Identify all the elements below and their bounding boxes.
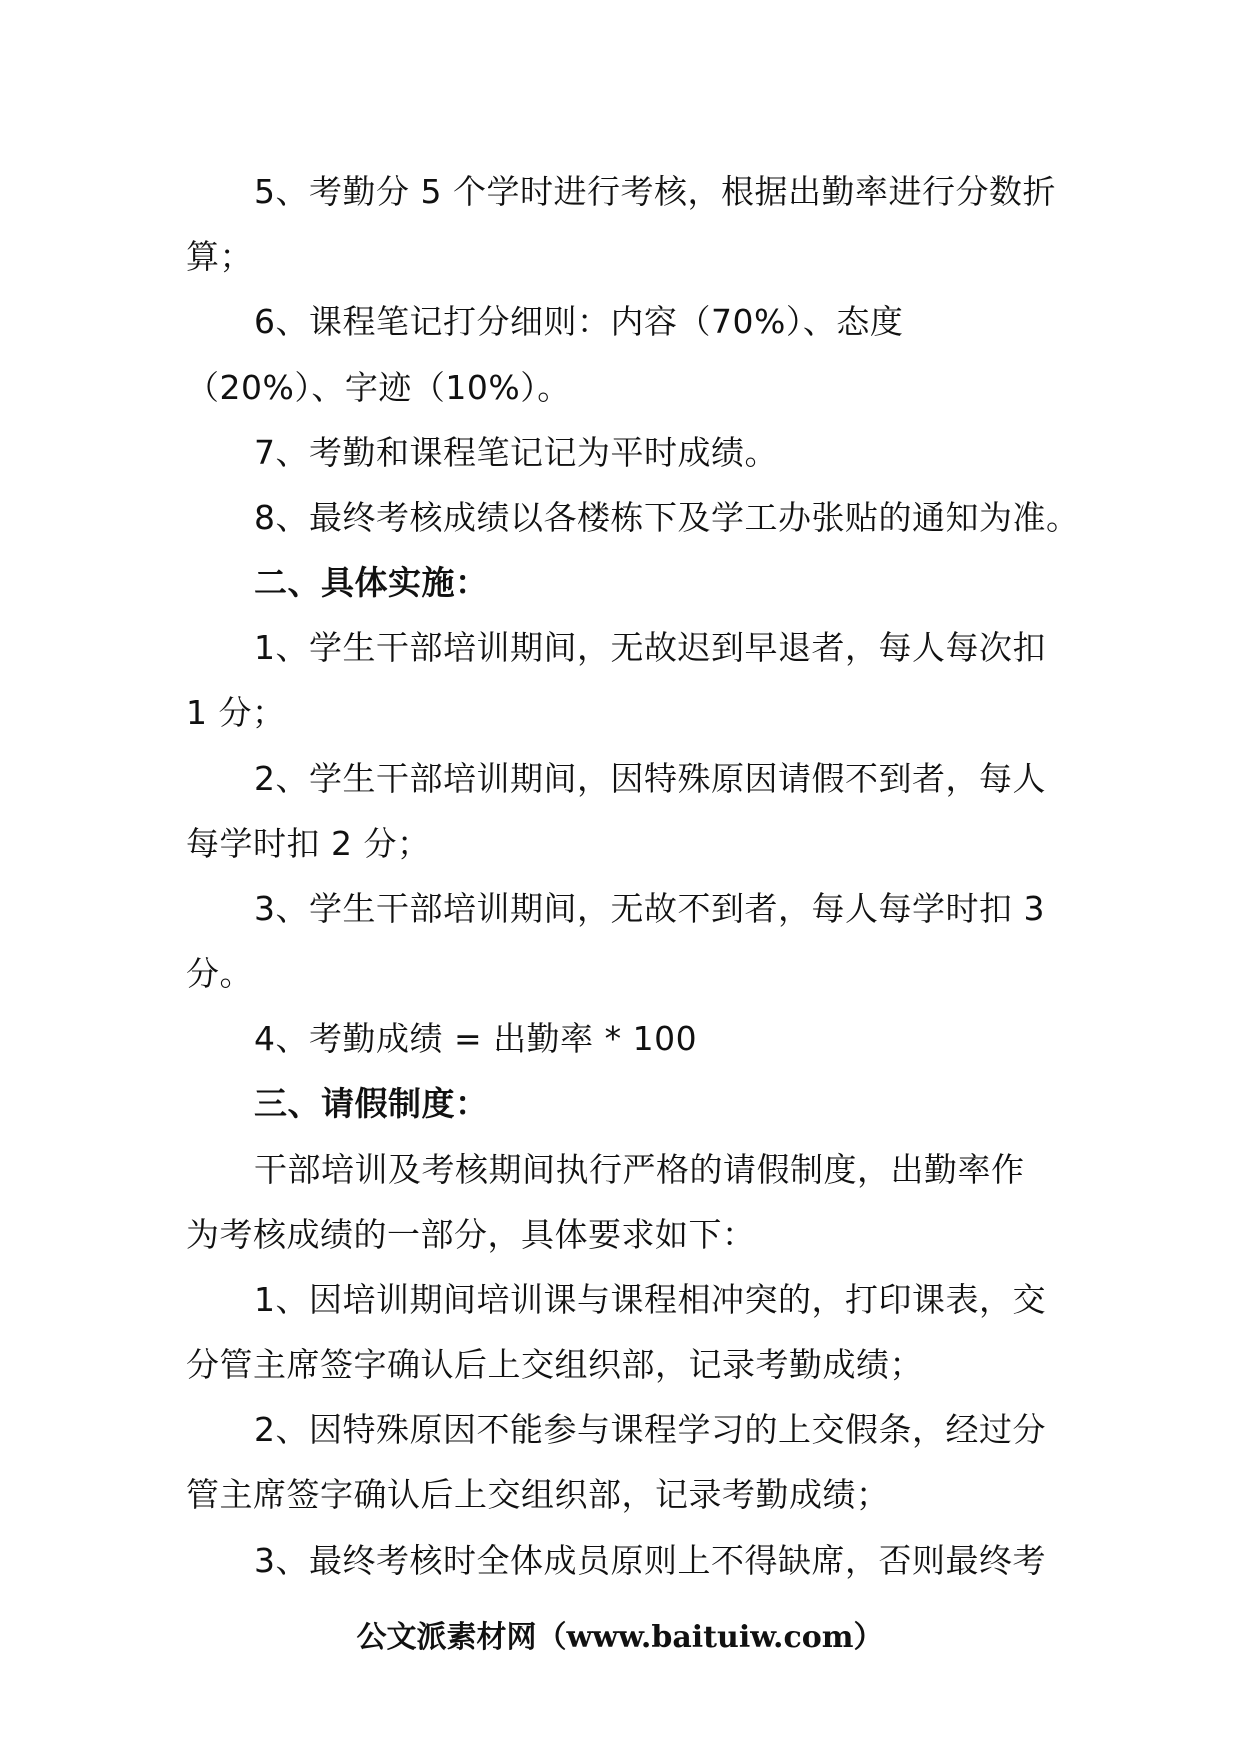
paragraph-line: 3、学生干部培训期间，无故不到者，每人每学时扣 3: [254, 889, 1045, 928]
paragraph-line: 7、考勤和课程笔记记为平时成绩。: [254, 433, 778, 472]
paragraph-line: 5、考勤分 5 个学时进行考核，根据出勤率进行分数折: [254, 172, 1056, 211]
paragraph-line: 算；: [186, 237, 253, 276]
paragraph-line: 1、因培训期间培训课与课程相冲突的，打印课表，交: [254, 1280, 1046, 1319]
section-heading: 三、请假制度：: [254, 1084, 489, 1123]
paragraph-line: 干部培训及考核期间执行严格的请假制度，出勤率作: [254, 1150, 1025, 1189]
section-heading: 二、具体实施：: [254, 563, 489, 602]
paragraph-line: 2、因特殊原因不能参与课程学习的上交假条，经过分: [254, 1410, 1046, 1449]
paragraph-line: 管主席签字确认后上交组织部，记录考勤成绩；: [186, 1475, 890, 1514]
paragraph-line: 1、学生干部培训期间，无故迟到早退者，每人每次扣: [254, 628, 1046, 667]
paragraph-line: 8、最终考核成绩以各楼栋下及学工办张贴的通知为准。: [254, 498, 1080, 537]
paragraph-line: 分管主席签字确认后上交组织部，记录考勤成绩；: [186, 1345, 923, 1384]
paragraph-line: 3、最终考核时全体成员原则上不得缺席，否则最终考: [254, 1541, 1046, 1580]
paragraph-line: 2、学生干部培训期间，因特殊原因请假不到者，每人: [254, 759, 1046, 798]
footer-source: 公文派素材网（www.baituiw.com）: [356, 1620, 884, 1655]
paragraph-line: 每学时扣 2 分；: [186, 824, 431, 863]
paragraph-line: 6、课程笔记打分细则：内容（70%）、态度: [254, 302, 904, 341]
paragraph-line: 4、考勤成绩 = 出勤率 * 100: [254, 1019, 698, 1058]
paragraph-line: （20%）、字迹（10%）。: [186, 368, 571, 407]
paragraph-line: 1 分；: [186, 693, 286, 732]
paragraph-line: 分。: [186, 954, 253, 993]
paragraph-line: 为考核成绩的一部分，具体要求如下：: [186, 1215, 756, 1254]
